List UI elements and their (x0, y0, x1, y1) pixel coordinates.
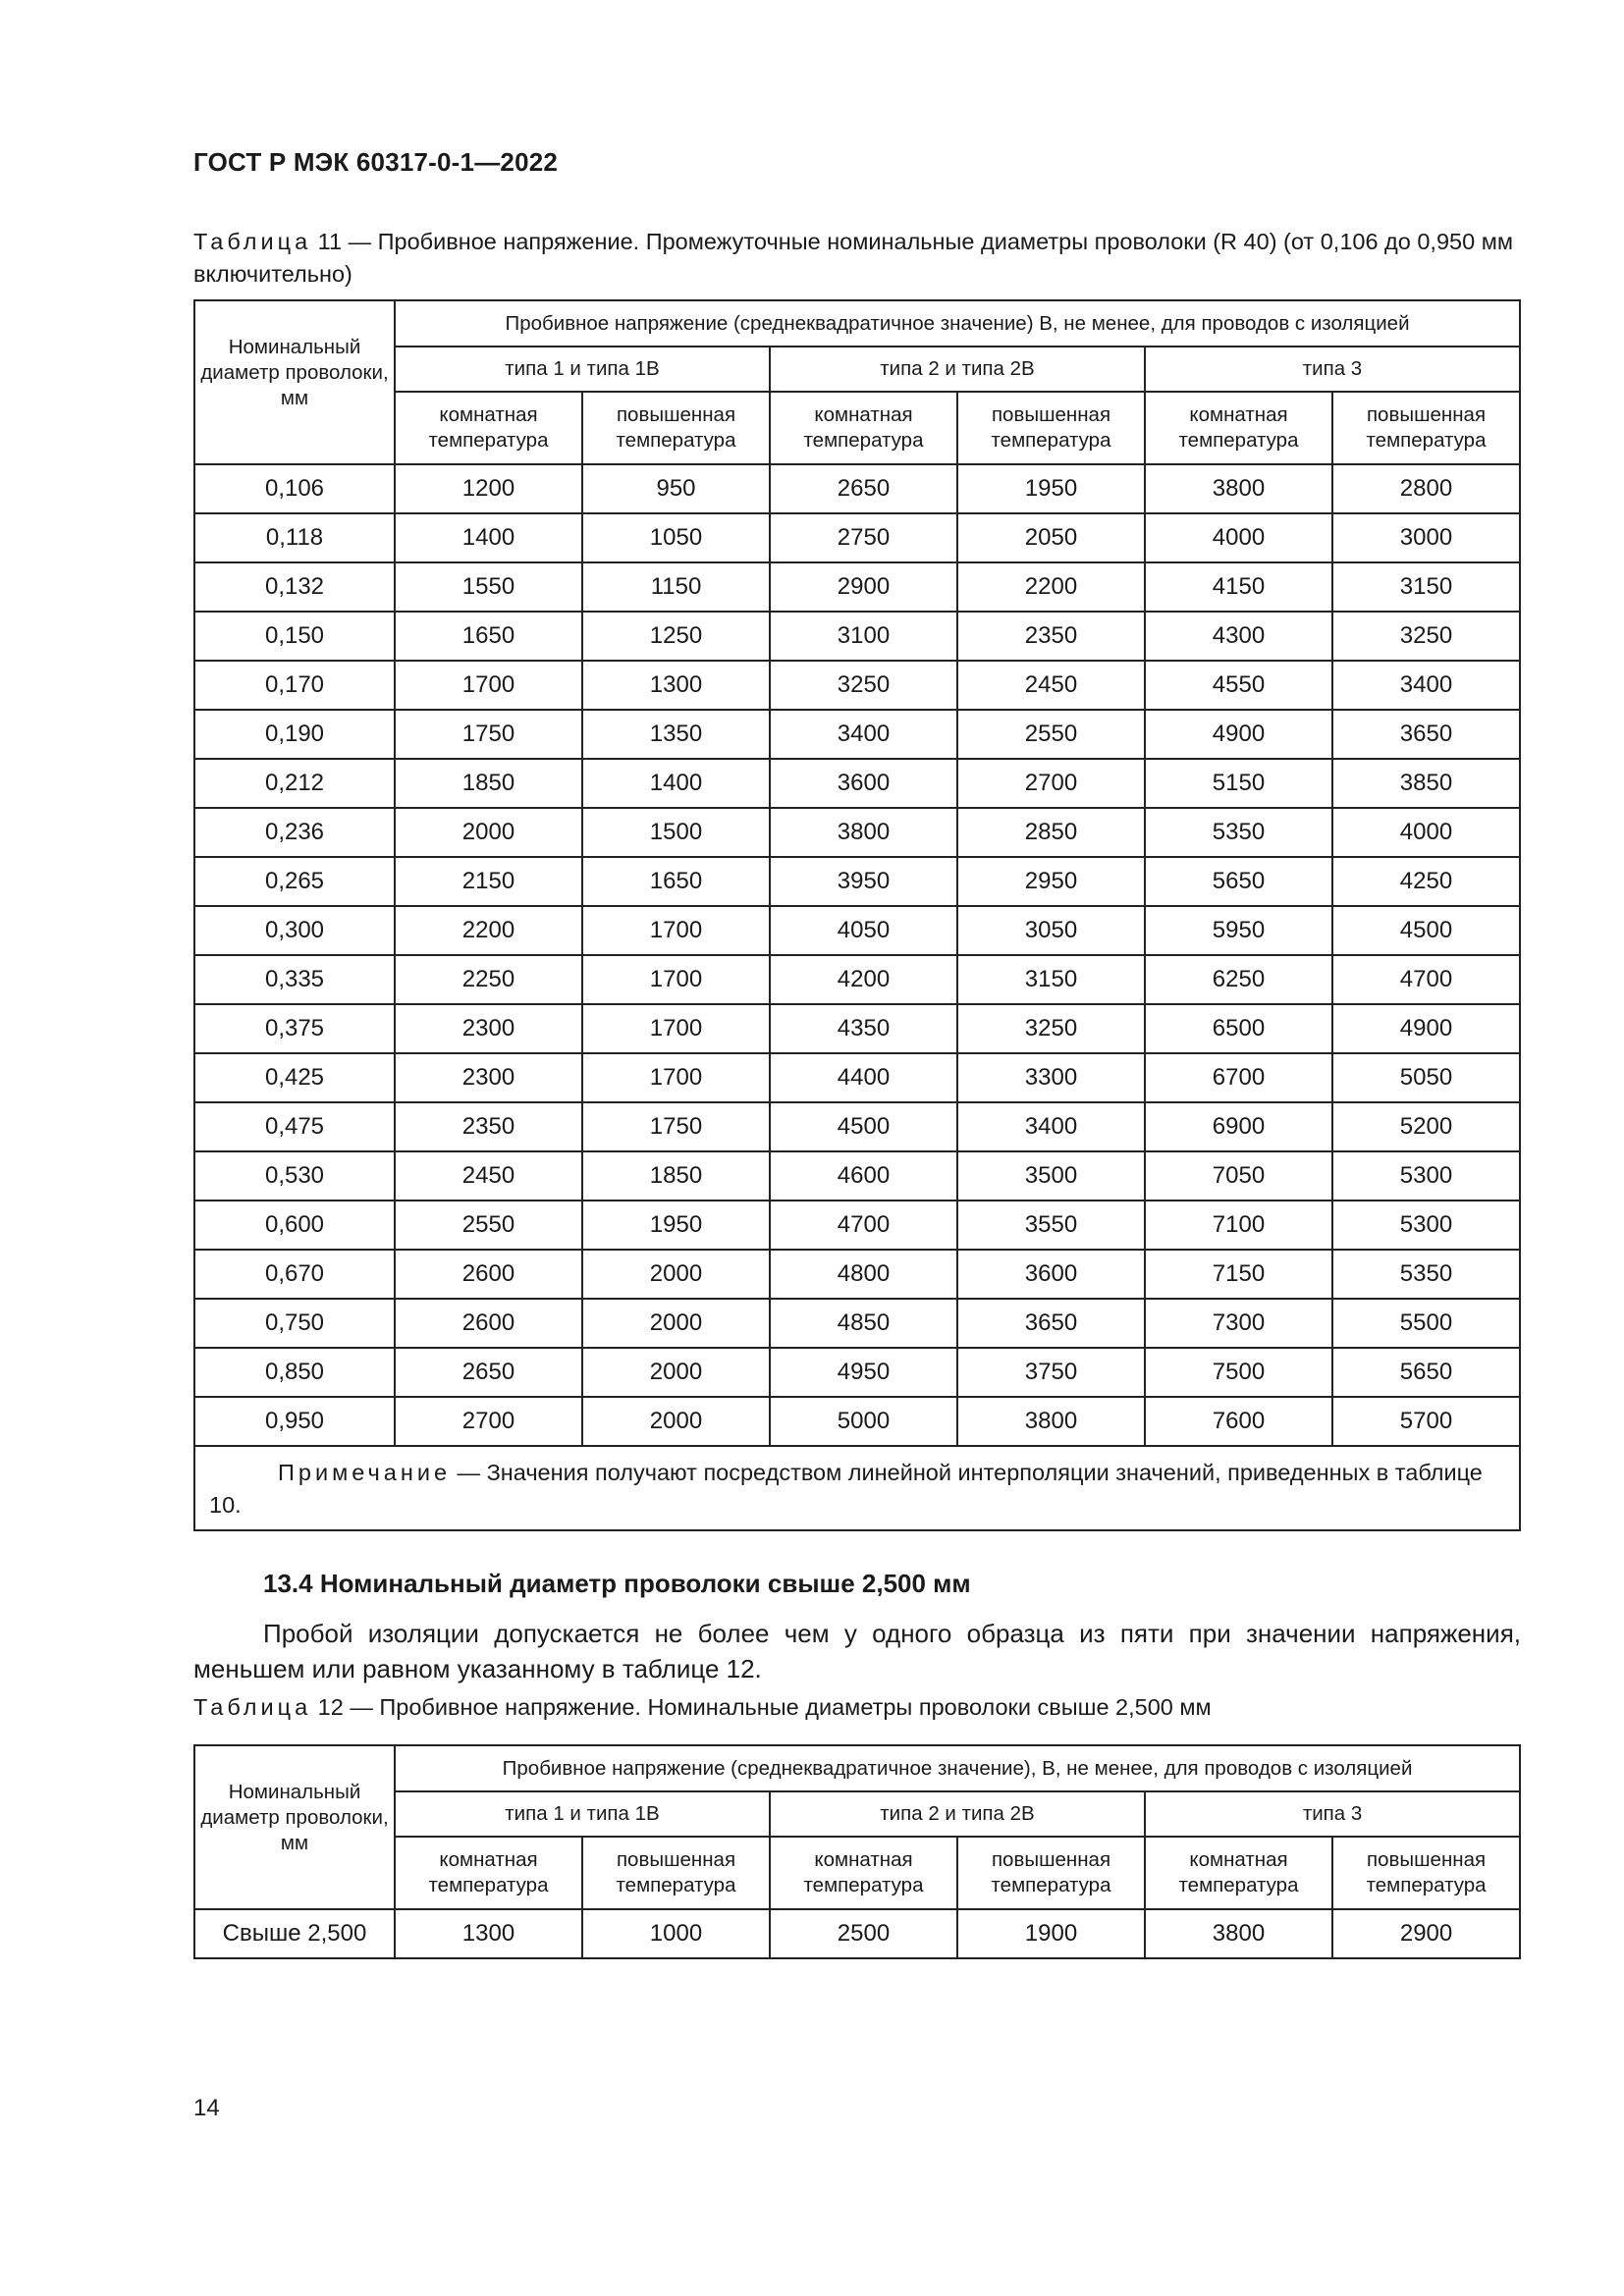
temperature-header: комнатная температура (1145, 392, 1332, 464)
voltage-cell: 2350 (395, 1102, 582, 1151)
voltage-cell: 1900 (957, 1909, 1145, 1958)
note-text: — Значения получают посредством линейной интерполяции значений, приведенных в таблице 10. (209, 1460, 1483, 1518)
voltage-cell: 3400 (770, 710, 957, 759)
voltage-cell: 2900 (1332, 1909, 1520, 1958)
voltage-cell: 1400 (582, 759, 770, 808)
voltage-cell: 1000 (582, 1909, 770, 1958)
diameter-cell: 0,170 (194, 661, 395, 710)
voltage-cell: 2000 (582, 1397, 770, 1446)
voltage-cell: 4800 (770, 1250, 957, 1299)
voltage-cell: 1250 (582, 612, 770, 661)
voltage-cell: 4700 (1332, 955, 1520, 1004)
diameter-cell: 0,236 (194, 808, 395, 857)
voltage-cell: 1550 (395, 562, 582, 612)
table-11-caption (193, 226, 1519, 291)
voltage-cell: 2900 (770, 562, 957, 612)
table-12-caption-text: 12 — Пробивное напряжение. Номинальные диаметры проволоки свыше 2,500 мм (311, 1694, 1212, 1720)
voltage-cell: 3400 (1332, 661, 1520, 710)
table-row (194, 513, 1520, 562)
voltage-cell: 7300 (1145, 1299, 1332, 1348)
voltage-cell: 1850 (582, 1151, 770, 1201)
table-note-row (194, 1446, 1520, 1530)
table-row (194, 710, 1520, 759)
diameter-cell: 0,475 (194, 1102, 395, 1151)
temperature-header: комнатная температура (1145, 1837, 1332, 1909)
diameter-cell: 0,150 (194, 612, 395, 661)
table-row (194, 1397, 1520, 1446)
voltage-cell: 2650 (395, 1348, 582, 1397)
temperature-header: повышенная температура (1332, 1837, 1520, 1909)
voltage-cell: 950 (582, 464, 770, 513)
diameter-cell: Свыше 2,500 (194, 1909, 395, 1958)
voltage-cell: 3300 (957, 1053, 1145, 1102)
voltage-cell: 3250 (957, 1004, 1145, 1053)
voltage-cell: 4400 (770, 1053, 957, 1102)
type-header: типа 3 (1145, 347, 1520, 392)
note-label: Примечание (278, 1460, 452, 1485)
voltage-cell: 3150 (957, 955, 1145, 1004)
voltage-cell: 7600 (1145, 1397, 1332, 1446)
voltage-cell: 2650 (770, 464, 957, 513)
diameter-cell: 0,670 (194, 1250, 395, 1299)
table-row (194, 562, 1520, 612)
voltage-cell: 3150 (1332, 562, 1520, 612)
table-row (194, 857, 1520, 906)
voltage-cell: 2000 (582, 1250, 770, 1299)
voltage-cell: 1700 (582, 1053, 770, 1102)
voltage-cell: 2950 (957, 857, 1145, 906)
voltage-cell: 5700 (1332, 1397, 1520, 1446)
voltage-cell: 4850 (770, 1299, 957, 1348)
voltage-cell: 4200 (770, 955, 957, 1004)
section-paragraph: Пробой изоляции допускается не более чем у одного образца из пяти при значении напряжения, меньшем или равном указанному в таблице 12. (193, 1619, 1521, 1683)
voltage-cell: 3750 (957, 1348, 1145, 1397)
voltage-cell: 2000 (395, 808, 582, 857)
voltage-cell: 5150 (1145, 759, 1332, 808)
voltage-cell: 1350 (582, 710, 770, 759)
voltage-cell: 2150 (395, 857, 582, 906)
diameter-cell: 0,850 (194, 1348, 395, 1397)
voltage-cell: 5300 (1332, 1151, 1520, 1201)
voltage-cell: 2000 (582, 1299, 770, 1348)
table-12 (193, 1744, 1521, 1959)
table-row (194, 1004, 1520, 1053)
table-row (194, 808, 1520, 857)
voltage-cell: 4600 (770, 1151, 957, 1201)
voltage-cell: 5050 (1332, 1053, 1520, 1102)
voltage-header: Пробивное напряжение (среднеквадратичное значение) В, не менее, для проводов с изоляцией (395, 300, 1520, 347)
voltage-cell: 7150 (1145, 1250, 1332, 1299)
voltage-cell: 2700 (957, 759, 1145, 808)
temperature-header: повышенная температура (582, 1837, 770, 1909)
voltage-cell: 1700 (582, 955, 770, 1004)
voltage-cell: 2600 (395, 1299, 582, 1348)
voltage-cell: 1050 (582, 513, 770, 562)
table-12-body (194, 1745, 1520, 1958)
table-row (194, 1102, 1520, 1151)
voltage-cell: 1700 (395, 661, 582, 710)
diameter-cell: 0,375 (194, 1004, 395, 1053)
diameter-cell: 0,335 (194, 955, 395, 1004)
voltage-cell: 1200 (395, 464, 582, 513)
table-note (194, 1446, 1520, 1530)
table-row (194, 612, 1520, 661)
temperature-header: повышенная температура (1332, 392, 1520, 464)
voltage-cell: 2450 (395, 1151, 582, 1201)
voltage-cell: 5000 (770, 1397, 957, 1446)
voltage-cell: 4150 (1145, 562, 1332, 612)
voltage-cell: 6700 (1145, 1053, 1332, 1102)
voltage-cell: 4000 (1145, 513, 1332, 562)
voltage-cell: 2050 (957, 513, 1145, 562)
voltage-cell: 2300 (395, 1004, 582, 1053)
diameter-cell: 0,300 (194, 906, 395, 955)
voltage-cell: 1400 (395, 513, 582, 562)
voltage-cell: 2450 (957, 661, 1145, 710)
voltage-cell: 6900 (1145, 1102, 1332, 1151)
voltage-cell: 1750 (395, 710, 582, 759)
table-row (194, 1201, 1520, 1250)
section-heading: 13.4 Номинальный диаметр проволоки свыше 2,500 мм (263, 1569, 971, 1598)
voltage-cell: 1150 (582, 562, 770, 612)
voltage-cell: 6500 (1145, 1004, 1332, 1053)
voltage-cell: 4250 (1332, 857, 1520, 906)
voltage-cell: 3650 (1332, 710, 1520, 759)
voltage-cell: 3800 (1145, 464, 1332, 513)
voltage-cell: 1700 (582, 1004, 770, 1053)
voltage-cell: 1500 (582, 808, 770, 857)
diameter-cell: 0,132 (194, 562, 395, 612)
diameter-header: Номинальный диаметр проволоки, мм (194, 300, 395, 464)
diameter-cell: 0,950 (194, 1397, 395, 1446)
voltage-cell: 3850 (1332, 759, 1520, 808)
document-header: ГОСТ Р МЭК 60317-0-1—2022 (193, 147, 559, 177)
voltage-cell: 2000 (582, 1348, 770, 1397)
voltage-cell: 4950 (770, 1348, 957, 1397)
voltage-cell: 5350 (1145, 808, 1332, 857)
voltage-cell: 1950 (957, 464, 1145, 513)
voltage-cell: 3400 (957, 1102, 1145, 1151)
voltage-cell: 2850 (957, 808, 1145, 857)
table-row (194, 1299, 1520, 1348)
voltage-cell: 5650 (1145, 857, 1332, 906)
voltage-cell: 5500 (1332, 1299, 1520, 1348)
table-row (194, 661, 1520, 710)
type-header: типа 3 (1145, 1791, 1520, 1837)
table-row (194, 464, 1520, 513)
voltage-cell: 4900 (1332, 1004, 1520, 1053)
voltage-cell: 3500 (957, 1151, 1145, 1201)
voltage-cell: 3800 (1145, 1909, 1332, 1958)
voltage-cell: 2550 (957, 710, 1145, 759)
voltage-cell: 7100 (1145, 1201, 1332, 1250)
voltage-cell: 4350 (770, 1004, 957, 1053)
temperature-header: комнатная температура (770, 1837, 957, 1909)
voltage-cell: 2800 (1332, 464, 1520, 513)
table-11-caption-prefix: Таблица (193, 229, 312, 254)
voltage-cell: 3600 (770, 759, 957, 808)
type-header: типа 2 и типа 2В (770, 1791, 1145, 1837)
temperature-header: повышенная температура (957, 1837, 1145, 1909)
voltage-cell: 3000 (1332, 513, 1520, 562)
table-row (194, 1348, 1520, 1397)
temperature-header: комнатная температура (395, 1837, 582, 1909)
table-11-body (194, 300, 1520, 1530)
type-header: типа 1 и типа 1В (395, 347, 770, 392)
temperature-header: повышенная температура (582, 392, 770, 464)
diameter-cell: 0,212 (194, 759, 395, 808)
voltage-cell: 3800 (770, 808, 957, 857)
voltage-cell: 3550 (957, 1201, 1145, 1250)
voltage-cell: 1850 (395, 759, 582, 808)
table-row (194, 955, 1520, 1004)
table-row (194, 759, 1520, 808)
diameter-header: Номинальный диаметр проволоки, мм (194, 1745, 395, 1909)
table-row (194, 1053, 1520, 1102)
voltage-cell: 6250 (1145, 955, 1332, 1004)
voltage-cell: 1750 (582, 1102, 770, 1151)
voltage-cell: 2700 (395, 1397, 582, 1446)
voltage-cell: 3650 (957, 1299, 1145, 1348)
table-row (194, 1151, 1520, 1201)
voltage-cell: 2250 (395, 955, 582, 1004)
voltage-cell: 2300 (395, 1053, 582, 1102)
diameter-cell: 0,190 (194, 710, 395, 759)
voltage-cell: 5650 (1332, 1348, 1520, 1397)
table-11 (193, 299, 1521, 1531)
table-row (194, 1250, 1520, 1299)
table-12-caption-prefix: Таблица (193, 1694, 312, 1720)
diameter-cell: 0,750 (194, 1299, 395, 1348)
voltage-cell: 2550 (395, 1201, 582, 1250)
voltage-cell: 1950 (582, 1201, 770, 1250)
voltage-cell: 1650 (395, 612, 582, 661)
voltage-cell: 2600 (395, 1250, 582, 1299)
voltage-cell: 7050 (1145, 1151, 1332, 1201)
voltage-cell: 4500 (770, 1102, 957, 1151)
voltage-cell: 2750 (770, 513, 957, 562)
voltage-cell: 2500 (770, 1909, 957, 1958)
voltage-cell: 1650 (582, 857, 770, 906)
voltage-cell: 5200 (1332, 1102, 1520, 1151)
voltage-cell: 4700 (770, 1201, 957, 1250)
voltage-cell: 3950 (770, 857, 957, 906)
voltage-cell: 2350 (957, 612, 1145, 661)
diameter-cell: 0,265 (194, 857, 395, 906)
voltage-cell: 3250 (770, 661, 957, 710)
type-header: типа 2 и типа 2В (770, 347, 1145, 392)
temperature-header: повышенная температура (957, 392, 1145, 464)
voltage-cell: 2200 (957, 562, 1145, 612)
voltage-cell: 1300 (582, 661, 770, 710)
voltage-cell: 2200 (395, 906, 582, 955)
voltage-cell: 5950 (1145, 906, 1332, 955)
voltage-header: Пробивное напряжение (среднеквадратичное значение), В, не менее, для проводов с изоляцией (395, 1745, 1520, 1791)
diameter-cell: 0,118 (194, 513, 395, 562)
table-row (194, 906, 1520, 955)
table-11-caption-text: 11 — Пробивное напряжение. Промежуточные номинальные диаметры проволоки (R 40) (от 0,106 до 0,950 мм включительно) (193, 229, 1514, 287)
table-row (194, 1909, 1520, 1958)
voltage-cell: 4550 (1145, 661, 1332, 710)
table-12-caption (193, 1691, 1519, 1724)
voltage-cell: 1300 (395, 1909, 582, 1958)
diameter-cell: 0,530 (194, 1151, 395, 1201)
voltage-cell: 4300 (1145, 612, 1332, 661)
voltage-cell: 3050 (957, 906, 1145, 955)
voltage-cell: 3100 (770, 612, 957, 661)
voltage-cell: 3600 (957, 1250, 1145, 1299)
voltage-cell: 4900 (1145, 710, 1332, 759)
voltage-cell: 4000 (1332, 808, 1520, 857)
diameter-cell: 0,425 (194, 1053, 395, 1102)
voltage-cell: 4500 (1332, 906, 1520, 955)
diameter-cell: 0,600 (194, 1201, 395, 1250)
voltage-cell: 7500 (1145, 1348, 1332, 1397)
temperature-header: комнатная температура (770, 392, 957, 464)
voltage-cell: 1700 (582, 906, 770, 955)
voltage-cell: 3250 (1332, 612, 1520, 661)
type-header: типа 1 и типа 1В (395, 1791, 770, 1837)
page-number: 14 (193, 2095, 220, 2121)
diameter-cell: 0,106 (194, 464, 395, 513)
voltage-cell: 5350 (1332, 1250, 1520, 1299)
voltage-cell: 5300 (1332, 1201, 1520, 1250)
voltage-cell: 4050 (770, 906, 957, 955)
voltage-cell: 3800 (957, 1397, 1145, 1446)
temperature-header: комнатная температура (395, 392, 582, 464)
